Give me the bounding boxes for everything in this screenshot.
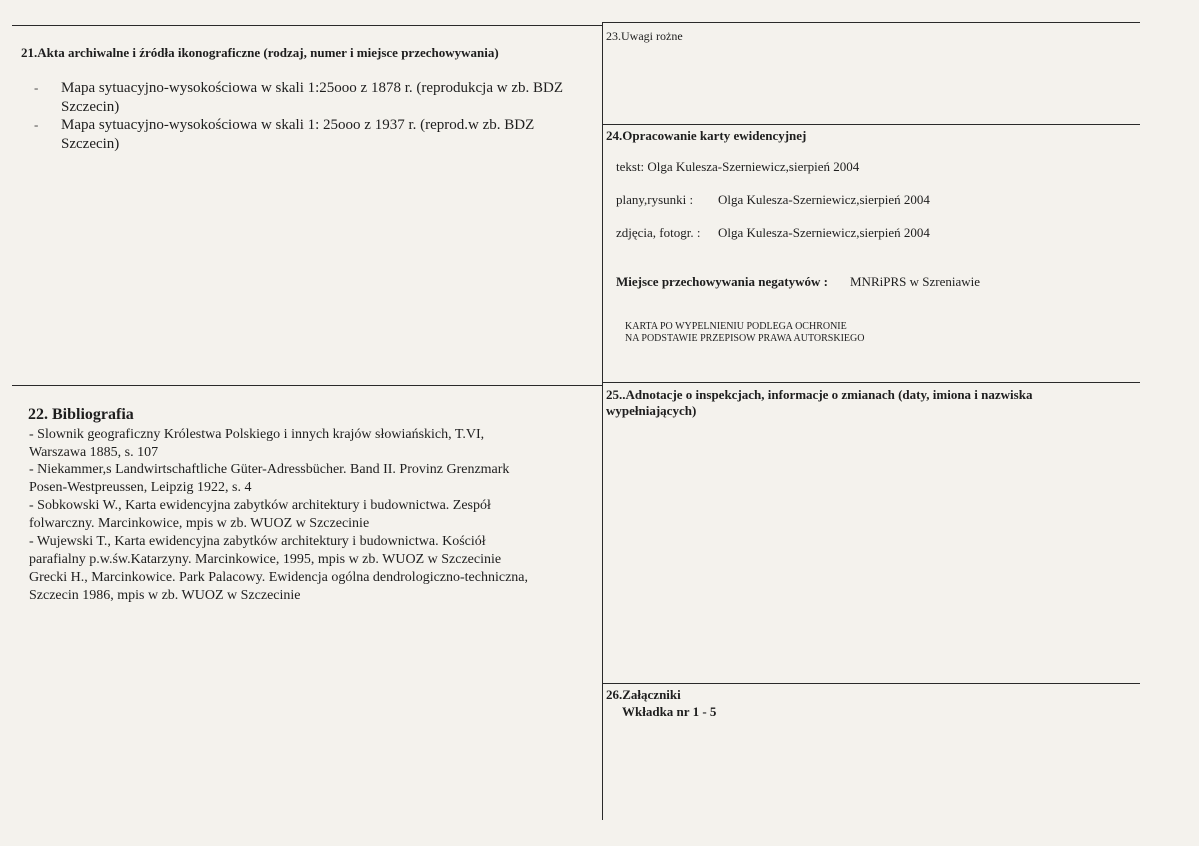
copyright-notice-line-2: NA PODSTAWIE PRZEPISOW PRAWA AUTORSKIEGO: [625, 333, 865, 344]
bibliography-line: Posen-Westpreussen, Leipzig 1922, s. 4: [29, 480, 252, 495]
right-rule-24: [602, 124, 1140, 125]
bibliography-line: folwarczny. Marcinkowice, mpis w zb. WUOZ w Szczecinie: [29, 516, 370, 531]
middle-rule-right: [602, 382, 1140, 383]
column-divider: [602, 22, 603, 820]
section-21-title: 21.Akta archiwalne i źródła ikonograficzne (rodzaj, numer i miejsce przechowywania): [21, 45, 499, 60]
archive-item-2-line-1: Mapa sytuacyjno-wysokościowa w skali 1: 25ooo z 1937 r. (reprod.w zb. BDZ: [61, 117, 535, 133]
bibliography-line: Grecki H., Marcinkowice. Park Palacowy. Ewidencja ogólna dendrologiczno-techniczna,: [29, 570, 529, 585]
negatives-storage-label: Miejsce przechowywania negatywów :: [616, 274, 828, 289]
negatives-storage-value: MNRiPRS w Szreniawie: [850, 274, 980, 289]
bibliography-line: Warszawa 1885, s. 107: [29, 445, 159, 460]
archive-item-1-line-2: Szczecin): [61, 99, 120, 115]
photos-author: Olga Kulesza-Szerniewicz,sierpień 2004: [718, 225, 930, 240]
copyright-notice-line-1: KARTA PO WYPELNIENIU PODLEGA OCHRONIE: [625, 321, 847, 332]
top-rule-right: [602, 22, 1140, 23]
plans-label: plany,rysunki :: [616, 192, 694, 207]
section-22-title: 22. Bibliografia: [28, 406, 134, 423]
photos-label: zdjęcia, fotogr. :: [616, 225, 701, 240]
archive-item-2-line-2: Szczecin): [61, 136, 120, 152]
list-item-bullet: -: [34, 117, 39, 132]
middle-rule-left: [12, 385, 602, 386]
bibliography-line: - Niekammer,s Landwirtschaftliche Güter-Adressbücher. Band II. Provinz Grenzmark: [29, 462, 510, 477]
section-25-title-line-2: wypełniających): [606, 403, 697, 418]
section-24-title: 24.Opracowanie karty ewidencyjnej: [606, 128, 807, 143]
right-rule-26: [602, 683, 1140, 684]
bibliography-line: Szczecin 1986, mpis w zb. WUOZ w Szczecinie: [29, 588, 301, 603]
plans-author: Olga Kulesza-Szerniewicz,sierpień 2004: [718, 192, 930, 207]
bibliography-line: parafialny p.w.św.Katarzyny. Marcinkowice, 1995, mpis w zb. WUOZ w Szczecinie: [29, 552, 502, 567]
list-item-bullet: -: [34, 80, 39, 95]
bibliography-line: - Sobkowski W., Karta ewidencyjna zabytków architektury i budownictwa. Zespół: [29, 498, 491, 513]
text-author: tekst: Olga Kulesza-Szerniewicz,sierpień 2004: [616, 159, 860, 174]
attachments-list: Wkładka nr 1 - 5: [622, 704, 717, 719]
section-25-title-line-1: 25..Adnotacje o inspekcjach, informacje o zmianach (daty, imiona i nazwiska: [606, 387, 1033, 402]
bibliography-line: - Wujewski T., Karta ewidencyjna zabytków architektury i budownictwa. Kościół: [29, 534, 486, 549]
archive-item-1-line-1: Mapa sytuacyjno-wysokościowa w skali 1:25ooo z 1878 r. (reprodukcja w zb. BDZ: [61, 80, 563, 96]
top-rule-left: [12, 25, 602, 26]
bibliography-line: - Slownik geograficzny Królestwa Polskiego i innych krajów słowiańskich, T.VI,: [29, 427, 485, 442]
section-26-title: 26.Załączniki: [606, 687, 681, 702]
section-23-title: 23.Uwagi rożne: [606, 29, 683, 43]
